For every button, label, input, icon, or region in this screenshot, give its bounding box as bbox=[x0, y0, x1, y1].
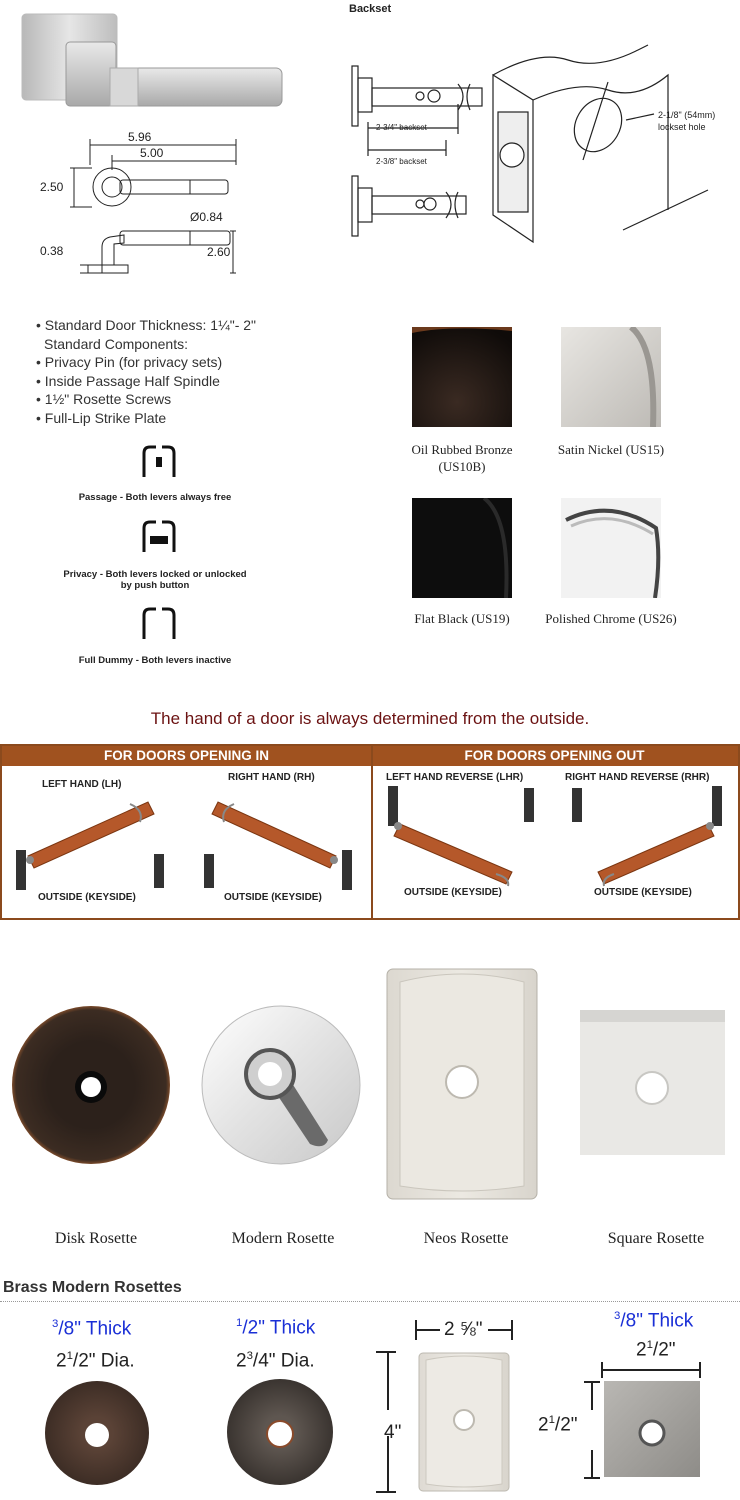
finish-label-satin-nickel: Satin Nickel (US15) bbox=[557, 442, 665, 457]
passage-label: Passage - Both levers always free bbox=[78, 492, 232, 503]
lever-product-photo bbox=[20, 10, 300, 110]
dim-overall-length: 5.96 bbox=[128, 130, 152, 144]
opening-in-header: FOR DOORS OPENING IN bbox=[2, 746, 371, 766]
r2-thickness: $^1$/2" Thick bbox=[236, 1317, 316, 1339]
door-hand-headline: The hand of a door is always determined from the outside. bbox=[150, 709, 590, 728]
rh-outside-label: OUTSIDE (KEYSIDE) bbox=[224, 892, 322, 903]
modern-rosette-label: Modern Rosette bbox=[231, 1230, 335, 1247]
finish-label-flat-black: Flat Black (US19) bbox=[414, 611, 510, 626]
disk-rosette-photo bbox=[10, 1004, 172, 1166]
finish-label-polished-chrome: Polished Chrome (US26) bbox=[545, 611, 677, 626]
modern-rosette-photo bbox=[200, 1004, 362, 1166]
sq-thickness: $^3$/8" Thick bbox=[614, 1310, 694, 1332]
sq-height: $2^1/2$" bbox=[538, 1414, 578, 1436]
door-hand-diagrams bbox=[2, 786, 738, 896]
lh-outside-label: OUTSIDE (KEYSIDE) bbox=[38, 892, 136, 903]
neos-rosette-small-photo bbox=[418, 1352, 510, 1492]
finish-swatch-oil-rubbed-bronze bbox=[412, 327, 512, 427]
sq-rosette-small-photo bbox=[604, 1381, 700, 1477]
passage-function-icon bbox=[130, 443, 190, 483]
dim-projection: 2.60 bbox=[207, 245, 231, 259]
spec-item: • 1½" Rosette Screws bbox=[36, 391, 172, 407]
neos-rosette-label: Neos Rosette bbox=[423, 1230, 509, 1247]
privacy-label-2: by push button bbox=[120, 580, 190, 591]
section-divider bbox=[0, 1301, 740, 1302]
lh-label: LEFT HAND (LH) bbox=[42, 779, 122, 790]
dummy-label: Full Dummy - Both levers inactive bbox=[78, 655, 232, 666]
spec-item: • Standard Door Thickness: 1¼"- 2" bbox=[36, 317, 257, 333]
r2-diameter: $2^3/4$" Dia. bbox=[236, 1350, 315, 1372]
finish-label-oil-rubbed-bronze-1: Oil Rubbed Bronze bbox=[411, 442, 513, 457]
lever-dimension-drawing bbox=[40, 125, 260, 285]
lockset-hole-label-2: lockset hole bbox=[658, 122, 706, 132]
lhr-label: LEFT HAND REVERSE (LHR) bbox=[386, 772, 524, 783]
dim-rose-height: 2.50 bbox=[40, 180, 64, 194]
door-hand-panel bbox=[0, 744, 740, 920]
privacy-label-1: Privacy - Both levers locked or unlocked bbox=[63, 569, 247, 580]
backset-b-label: 2-3/8" backset bbox=[376, 157, 427, 166]
lockset-hole-label-1: 2-1/8" (54mm) bbox=[658, 110, 716, 120]
opening-out-header: FOR DOORS OPENING OUT bbox=[371, 746, 738, 766]
spec-item: Standard Components: bbox=[44, 335, 188, 352]
backset-title: Backset bbox=[349, 3, 392, 15]
dummy-function-icon bbox=[130, 605, 190, 645]
rhr-outside-label: OUTSIDE (KEYSIDE) bbox=[594, 887, 692, 898]
sq-width-dimension-line bbox=[600, 1360, 702, 1380]
finish-swatch-satin-nickel bbox=[561, 327, 661, 427]
r1-thickness: $^3$/8" Thick bbox=[52, 1318, 132, 1340]
backset-diagram bbox=[338, 30, 738, 270]
square-rosette-photo bbox=[580, 1010, 725, 1155]
spec-item: • Inside Passage Half Spindle bbox=[36, 372, 220, 389]
finish-swatch-polished-chrome bbox=[561, 498, 661, 598]
dim-rose-thickness: 0.38 bbox=[40, 244, 64, 258]
finish-swatch-flat-black bbox=[412, 498, 512, 598]
spec-item: • Full-Lip Strike Plate bbox=[36, 409, 167, 426]
neos-width: 2 ⅝" bbox=[444, 1319, 483, 1340]
brass-section-title: Brass Modern Rosettes bbox=[3, 1279, 182, 1296]
privacy-function-icon bbox=[130, 518, 190, 558]
rhr-label: RIGHT HAND REVERSE (RHR) bbox=[565, 772, 710, 783]
dim-lever-diameter: Ø0.84 bbox=[190, 210, 223, 224]
dim-lever-length: 5.00 bbox=[140, 146, 164, 160]
spec-list bbox=[36, 316, 256, 427]
neos-rosette-photo bbox=[386, 968, 538, 1200]
r2-rosette-photo bbox=[226, 1378, 334, 1486]
r1-rosette-photo bbox=[44, 1380, 150, 1486]
finish-label-oil-rubbed-bronze-2: (US10B) bbox=[438, 459, 486, 474]
disk-rosette-label: Disk Rosette bbox=[54, 1230, 138, 1247]
sq-width: $2^1/2$" bbox=[636, 1339, 676, 1361]
neos-height: 4" bbox=[384, 1422, 402, 1443]
spec-item: • Privacy Pin (for privacy sets) bbox=[36, 354, 223, 370]
backset-a-label: 2-3/4" backset bbox=[376, 123, 427, 132]
lhr-outside-label: OUTSIDE (KEYSIDE) bbox=[404, 887, 502, 898]
r1-diameter: $2^1/2$" Dia. bbox=[56, 1350, 135, 1372]
square-rosette-label: Square Rosette bbox=[607, 1230, 705, 1247]
rh-label: RIGHT HAND (RH) bbox=[228, 772, 315, 783]
sq-height-dimension-line bbox=[582, 1380, 602, 1480]
